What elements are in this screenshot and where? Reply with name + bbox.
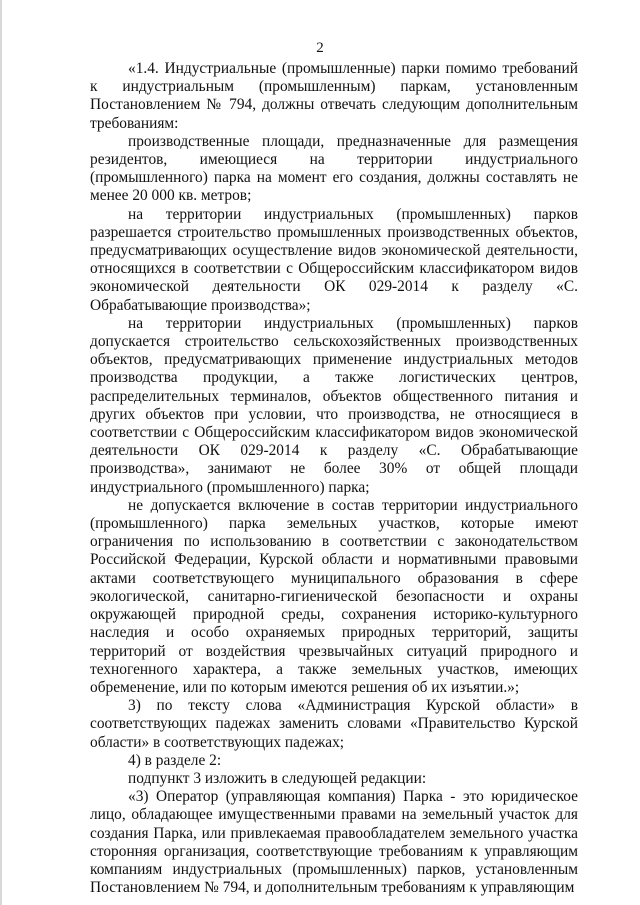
page-number: 2 [316, 40, 324, 56]
paragraph-industrial-construction: на территории индустриальных (промышленных) парков разрешается строительство промышленных производственных объектов, предусматривающих осуществление видов экономической деятельности, относящихся в соответствии с Общероссийским классификатором видов экономической деятельности ОК 029-2014 к разделу «С. Обрабатывающие производства»; [90, 205, 578, 314]
paragraph-operator-definition: «3) Оператор (управляющая компания) Парка - это юридическое лицо, обладающее имущественными правами на земельный участок для создания Парка, или привлекаемая правообладателем земельного участка сторонняя организация, соответствующие требованиям к управляющим компаниям индустриальных (промышленных) парков, установленным Постановлением № 794, и дополнительным требованиям к управляющим [90, 788, 578, 897]
paragraph-item-3: 3) по тексту слова «Администрация Курской области» в соответствующих падежах заменить словами «Правительство Курской области» в соответствующих падежах; [90, 697, 578, 751]
paragraph-land-restrictions: не допускается включение в состав территории индустриального (промышленного) парка земельных участков, которые имеют ограничения по использованию в соответствии с законодательством Российской Федерации, Курской области и нормативными правовыми актами соответствующего муниципального образования в сфере экологической, санитарно-гигиенической безопасности и охраны окружающей природной среды, сохранения историко-культурного наследия и особо охраняемых природных территорий, защиты территорий от воздействия чрезвычайных ситуаций природного и техногенного характера, а также земельных участков, имеющих обременение, или по которым имеются решения об их изъятии.»; [90, 496, 578, 696]
document-body [90, 60, 578, 897]
paragraph-production-areas: производственные площади, предназначенные для размещения резидентов, имеющиеся на территории индустриального (промышленного) парка на момент его создания, должны составлять не менее 20 000 кв. метров; [90, 132, 578, 205]
paragraph-item-4: 4) в разделе 2: [128, 751, 222, 769]
paragraph-agricultural-construction: на территории индустриальных (промышленных) парков допускается строительство сельскохозяйственных производственных объектов, предусматривающих применение индустриальных методов производства продукции, а также логистических центров, распределительных терминалов, объектов общественного питания и других объектов при условии, что производства, не относящиеся в соответствии с Общероссийским классификатором видов экономической деятельности ОК 029-2014 к разделу «С. Обрабатывающие производства», занимают не более 30% от общей площади индустриального (промышленного) парка; [90, 314, 578, 496]
paragraph-1-4-intro: «1.4. Индустриальные (промышленные) парки помимо требований к индустриальным (промышленным) паркам, установленным Постановлением № 794, должны отвечать следующим дополнительным требованиям: [90, 60, 578, 132]
paragraph-subitem-3: подпункт 3 изложить в следующей редакции: [128, 769, 427, 787]
scan-edge [0, 0, 2, 905]
